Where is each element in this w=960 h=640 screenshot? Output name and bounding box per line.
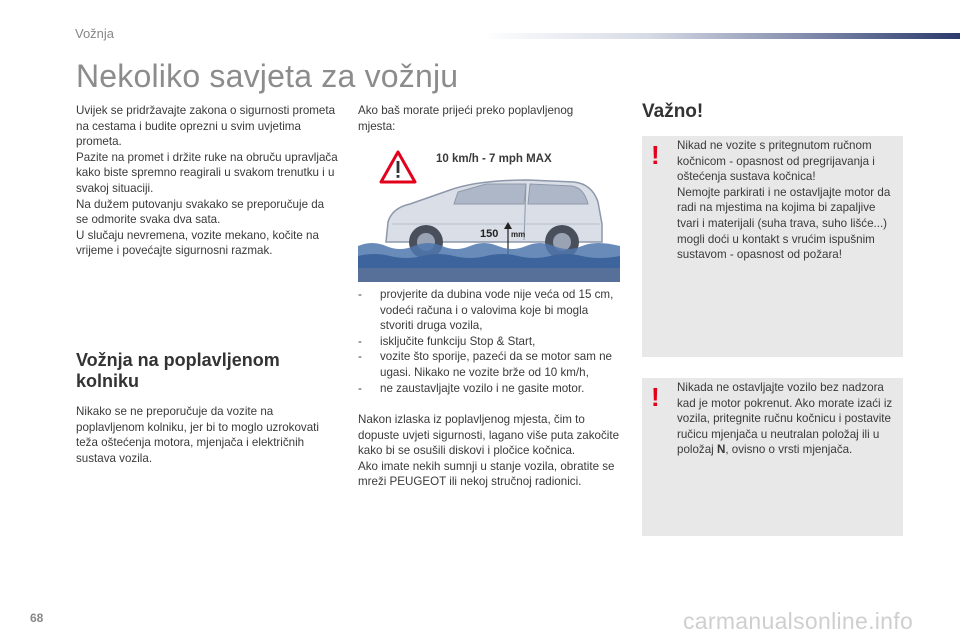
column-1-text <box>76 103 338 259</box>
depth-unit: mm <box>511 230 526 239</box>
paragraph: Nemojte parkirati i ne ostavljajte motor da radi na mjestima na kojima bi zapaljive tvari i materijali (suha trava, suho lišće...) mogli doći u kontakt s vrućim ispušnim sustavom - opasnost od požara! <box>677 185 891 262</box>
flood-text: Nikako se ne preporučuje da vozite na poplavljenom kolniku, jer bi to moglo uzrokovati teža oštećenja motora, mjenjača i električnih sustava vozila. <box>76 405 319 465</box>
exclamation-icon: ! <box>651 140 660 170</box>
list-item: - isključite funkciju Stop & Start, <box>358 334 536 348</box>
page-number: 68 <box>30 611 44 625</box>
watermark: carmanualsonline.info <box>683 608 914 634</box>
warning-text <box>677 138 899 263</box>
section-label: Vožnja <box>75 26 115 41</box>
warning-text: Nikada ne ostavljajte vozilo bez nadzora kad je motor pokrenut. Ako morate izaći iz vozila, pritegnite ručnu kočnicu i postavite ručicu mjenjača u neutralan položaj ili u položaj N, ovisno o vrsti mjenjača. <box>677 381 893 457</box>
header-bar <box>480 33 960 39</box>
important-heading: Važno! <box>642 101 704 122</box>
list-item: - provjerite da dubina vode nije veća od 15 cm, vodeći računa i o valovima koje bi mogla stvoriti druga vozila, <box>358 288 614 333</box>
paragraph: U slučaju nevremena, vozite mekano, kočite na vrijeme i povećajte sigurnosni razmak. <box>76 228 319 258</box>
warning-box <box>642 378 903 536</box>
paragraph: Na dužem putovanju svakako se preporučuje da se odmorite svaka dva sata. <box>76 197 325 227</box>
flood-heading: Vožnja na poplavljenom kolniku <box>76 350 280 391</box>
list-item: - ne zaustavljajte vozilo i ne gasite motor. <box>358 381 585 395</box>
page-title: Nekoliko savjeta za vožnju <box>76 58 459 94</box>
exclamation-icon: ! <box>651 382 660 412</box>
list-item: - vozite što sporije, pazeći da se motor sam ne ugasi. Nikako ne vozite brže od 10 km/h, <box>358 350 612 379</box>
paragraph: Pazite na promet i držite ruke na obruču upravljača kako biste spremno reagirali u svakom trenutku i u svakoj situaciji. <box>76 150 338 195</box>
depth-value: 150 <box>480 228 499 240</box>
paragraph: Nakon izlaska iz poplavljenog mjesta, čim to dopuste uvjeti sigurnosti, lagano više puta zakočite kako bi se osušili diskovi i pločice kočnica. <box>358 413 620 458</box>
flood-instructions-list <box>358 287 620 396</box>
column-2-intro: Ako baš morate prijeći preko poplavljenog mjesta: <box>358 104 574 133</box>
paragraph: Uvijek se pridržavajte zakona o sigurnosti prometa na cestama i budite oprezni u svim uvjetima prometa. <box>76 104 336 149</box>
speed-limit-label: 10 km/h - 7 mph MAX <box>436 153 552 165</box>
warning-box <box>642 136 903 357</box>
paragraph: Nikad ne vozite s pritegnutom ručnom kočnicom - opasnost od pregrijavanja i oštećenja sustava kočnica! <box>677 139 875 184</box>
paragraph: Ako imate nekih sumnji u stanje vozila, obratite se mreži PEUGEOT ili nekoj stručnoj radionici. <box>358 459 615 489</box>
flooded-road-illustration <box>358 142 620 282</box>
after-flood-text <box>358 412 620 490</box>
